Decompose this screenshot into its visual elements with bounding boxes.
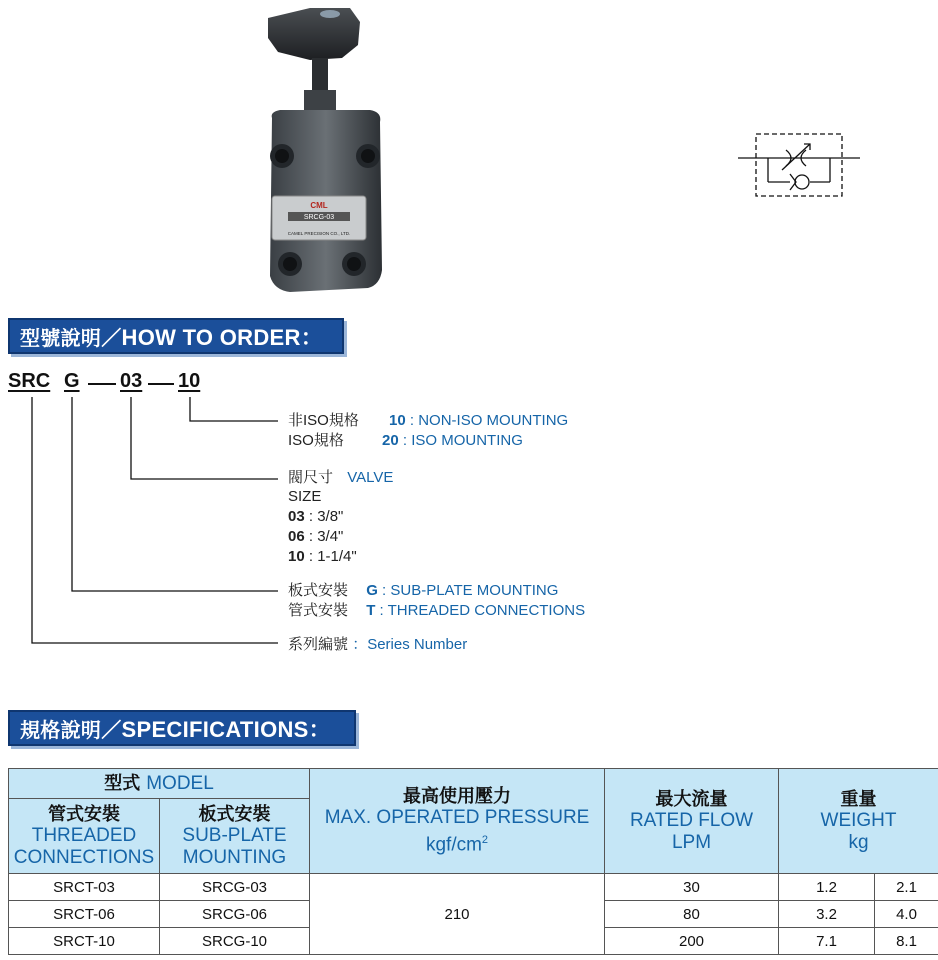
threaded-header-en2: CONNECTIONS: [13, 847, 155, 868]
weight-header-zh: 重量: [840, 789, 877, 809]
subplate-header-en1: SUB-PLATE: [182, 825, 287, 846]
threaded-model: SRCT-06: [9, 901, 160, 928]
code-series: SRC: [8, 370, 51, 392]
code-mount: G: [64, 370, 80, 392]
option-iso-1: [288, 411, 568, 431]
option-mount-2-zh: 管式安裝: [288, 602, 349, 619]
option-size-item: [288, 527, 343, 547]
option-iso-2-value: 20: [382, 432, 399, 449]
option-size-item: [288, 507, 343, 527]
weight-threaded: 1.2: [779, 874, 875, 901]
flow-header-unit: LPM: [671, 832, 712, 853]
option-mount-1-value: G: [366, 582, 378, 599]
option-iso-1-text: : NON-ISO MOUNTING: [409, 412, 569, 429]
option-iso-2-zh: ISO規格: [288, 432, 344, 449]
leader-lines: [0, 395, 300, 655]
subplate-header-en2: MOUNTING: [182, 847, 287, 868]
option-size-en: VALVE: [347, 469, 394, 486]
option-series: [288, 635, 467, 655]
option-size-text: : 1-1/4": [308, 548, 357, 565]
model-header: [9, 769, 310, 799]
threaded-model: SRCT-10: [9, 928, 160, 955]
nameplate-brand: CML: [310, 201, 328, 210]
option-size-code: 10: [288, 548, 305, 565]
option-size-code: 06: [288, 528, 305, 545]
option-mount-1: [288, 581, 558, 601]
pressure-header: [310, 769, 605, 874]
threaded-header-en1: THREADED: [31, 825, 137, 846]
code-design: 10: [178, 370, 201, 392]
table-row: [9, 874, 938, 901]
nameplate: [272, 196, 366, 240]
option-size-code: 03: [288, 508, 305, 525]
how-to-order-header-en: HOW TO ORDER：: [121, 324, 323, 350]
weight-header: [779, 769, 938, 874]
nameplate-maker: CAMEL PRECISION CO., LTD.: [287, 231, 351, 236]
weight-header-unit: kg: [848, 832, 869, 853]
pressure-header-zh: 最高使用壓力: [403, 786, 512, 807]
flow-header: [605, 769, 779, 874]
threaded-header: [9, 799, 160, 874]
spec-table: [8, 768, 938, 955]
code-dash: [88, 383, 116, 385]
weight-subplate: 4.0: [875, 901, 938, 928]
subplate-header: [160, 799, 310, 874]
option-mount-2: [288, 601, 585, 621]
option-mount-2-text: : THREADED CONNECTIONS: [379, 602, 586, 619]
weight-threaded: 7.1: [779, 928, 875, 955]
option-mount-2-value: T: [366, 602, 376, 619]
option-iso-1-zh: 非ISO規格: [288, 412, 359, 429]
flow-value: 80: [605, 901, 779, 928]
pressure-header-en: MAX. OPERATED PRESSURE: [324, 807, 590, 829]
option-series-text: ：Series Number: [352, 636, 468, 653]
option-mount-1-zh: 板式安裝: [288, 582, 349, 599]
model-header-zh: 型式: [104, 773, 141, 793]
weight-subplate: 8.1: [875, 928, 938, 955]
pressure-header-unit: [310, 829, 604, 856]
code-dash: [148, 383, 174, 385]
flow-value: 200: [605, 928, 779, 955]
model-header-en: MODEL: [146, 773, 214, 794]
how-to-order-header-zh: 型號說明／: [20, 327, 122, 350]
pressure-value: 210: [310, 874, 605, 955]
weight-threaded: 3.2: [779, 901, 875, 928]
flow-header-en: RATED FLOW: [629, 810, 754, 831]
flow-value: 30: [605, 874, 779, 901]
flow-header-zh: 最大流量: [655, 789, 728, 809]
nameplate-model: SRCG-03: [303, 214, 335, 221]
option-size-text: : 3/8": [308, 508, 344, 525]
subplate-model: SRCG-03: [160, 874, 310, 901]
threaded-model: SRCT-03: [9, 874, 160, 901]
option-size-item: [288, 547, 357, 567]
option-mount-1-text: : SUB-PLATE MOUNTING: [382, 582, 559, 599]
code-size: 03: [120, 370, 143, 392]
valve-symbol: [738, 130, 860, 200]
pressure-unit-sup: 2: [481, 834, 489, 847]
subplate-header-zh: 板式安裝: [198, 804, 271, 824]
pressure-unit-text: kgf/cm: [425, 834, 482, 856]
subplate-model: SRCG-10: [160, 928, 310, 955]
option-size-en2: SIZE: [288, 488, 322, 505]
product-photo: [250, 0, 400, 300]
option-size-text: : 3/4": [308, 528, 344, 545]
option-size-zh: 閥尺寸: [288, 469, 334, 486]
specifications-header-en: SPECIFICATIONS：: [121, 716, 331, 742]
option-iso-2: [288, 431, 523, 451]
option-series-zh: 系列編號: [288, 636, 349, 653]
specifications-header-zh: 規格說明／: [20, 719, 122, 742]
weight-header-en: WEIGHT: [820, 810, 897, 831]
option-iso-2-text: : ISO MOUNTING: [402, 432, 523, 449]
threaded-header-zh: 管式安裝: [48, 804, 120, 824]
how-to-order-header: [8, 318, 344, 354]
option-iso-1-value: 10: [389, 412, 406, 429]
subplate-model: SRCG-06: [160, 901, 310, 928]
specifications-header: [8, 710, 356, 746]
option-size-title: [288, 468, 393, 488]
weight-subplate: 2.1: [875, 874, 938, 901]
